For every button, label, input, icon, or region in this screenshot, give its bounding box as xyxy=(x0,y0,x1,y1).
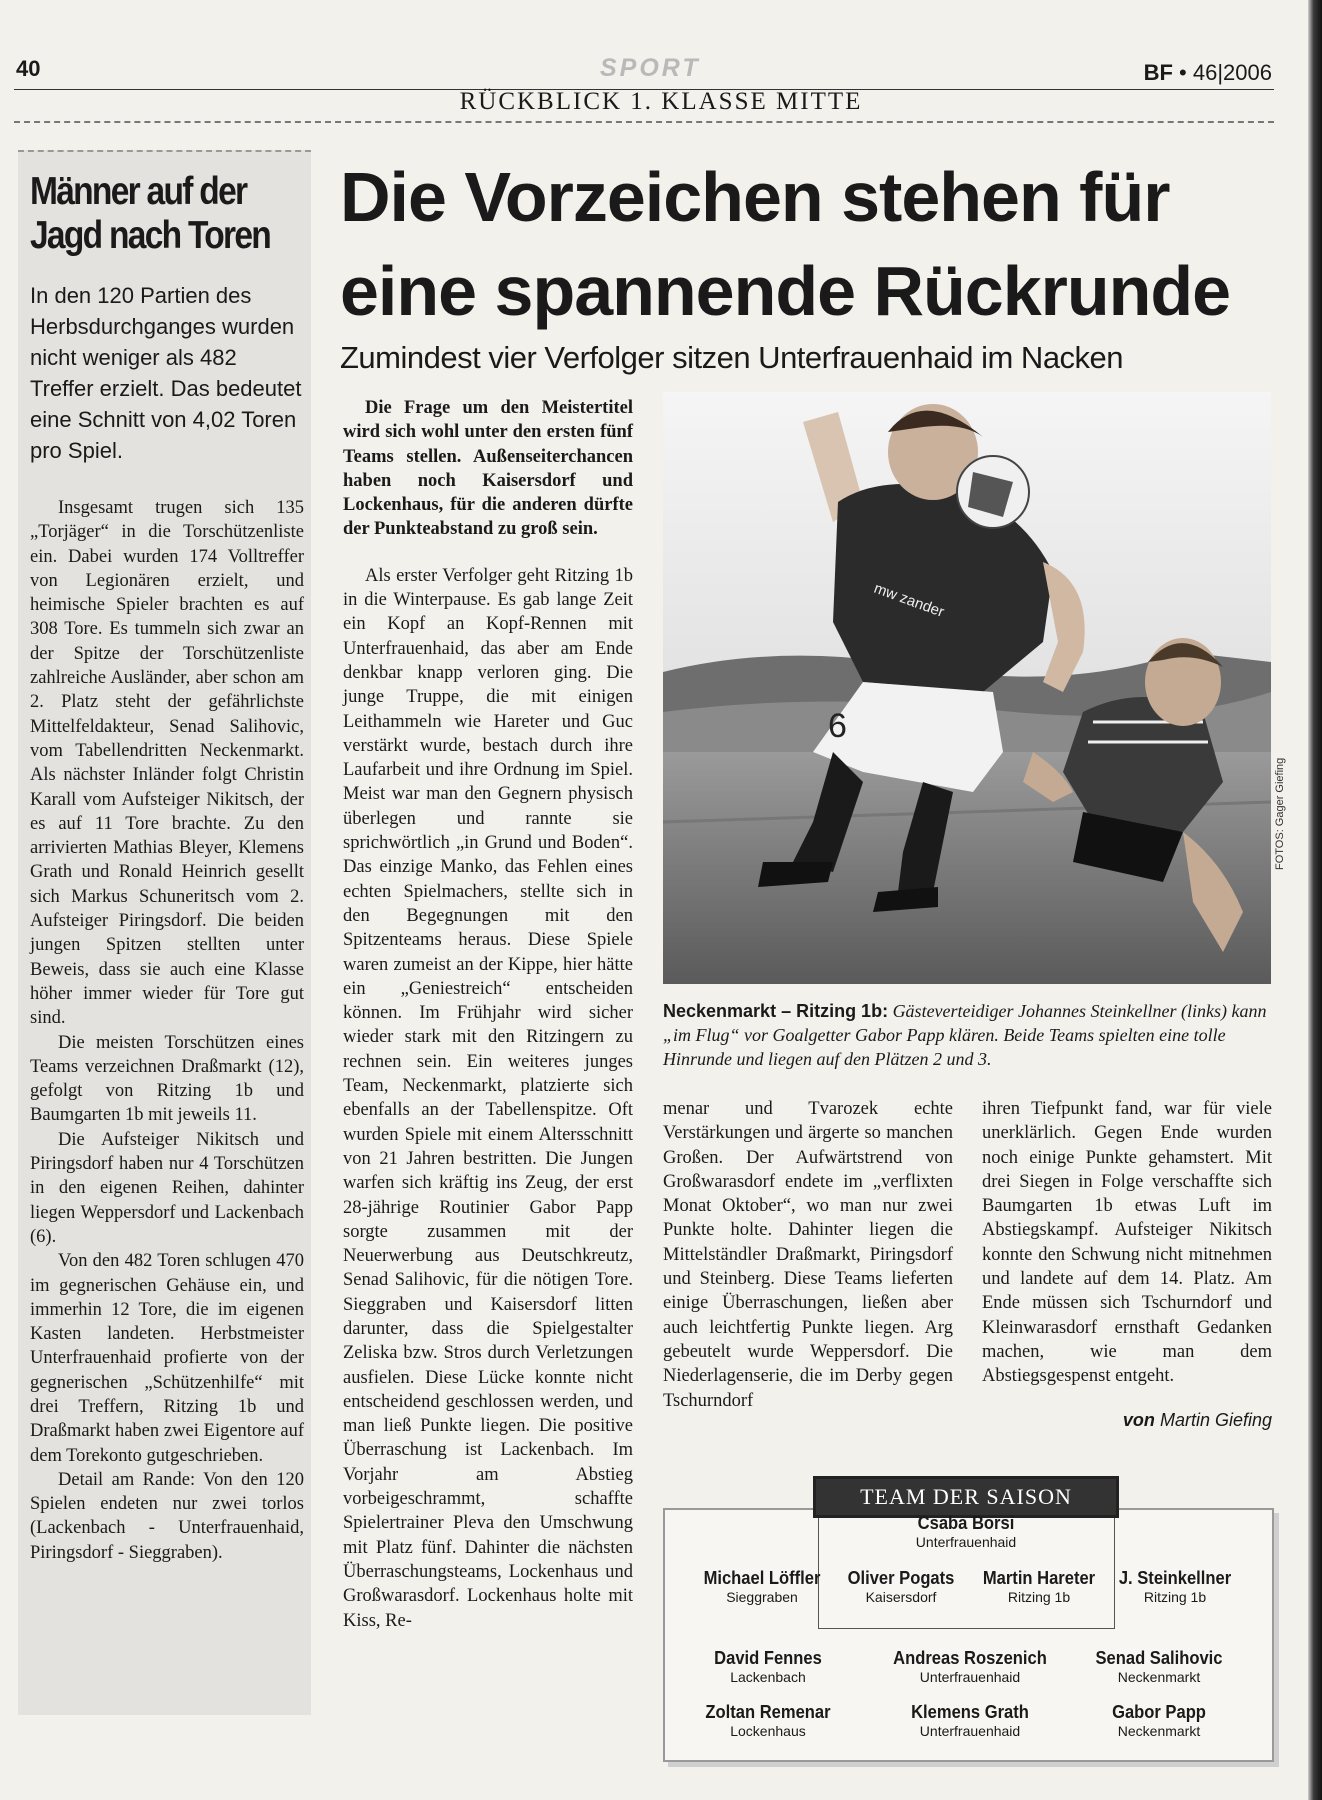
sidebar-paragraph: Insgesamt trugen sich 135 „Torjäger“ in die Torschützenliste ein. Dabei wurden 174 Volltreffer von Legionären erzielt, und heimische Spieler brachten es auf 308 Tore. Es tummeln sich zwar an der Spitze der Torschützenliste zahlreiche Ausländer, aber schon am 2. Platz steht der gefährlichste Mittelfeldakteur, Senad Salihovic, vom Tabellendritten Neckenmarkt. Als nächster Inländer folgt Christin Karall vom Aufsteiger Nikitsch, der es auf 11 Tore brachte. Zu den arrivierten Mathias Bleyer, Klemens Grath und Ronald Heinrich gesellt sich Markus Schuneritsch vom 2. Aufsteiger Piringsdorf. Die beiden jungen Spitzen stellten unter Beweis, dass sie auch eine Klasse höher immer wieder für Tore gut sind. xyxy=(30,498,304,1029)
player-name: J. Steinkellner xyxy=(1118,1568,1232,1588)
team-player xyxy=(875,1702,1065,1739)
player-club: Kaisersdorf xyxy=(865,1589,937,1605)
player-name: Martin Hareter xyxy=(982,1568,1096,1588)
player-name: Oliver Pogats xyxy=(847,1568,955,1588)
shirt-number: 6 xyxy=(828,707,847,745)
article-lead: Die Frage um den Meistertitel wird sich wohl unter den ersten fünf Teams stellen. Außenseiterchancen haben noch Kaisersdorf und Lockenhaus, für die anderen dürfte der Punkteabstand zu groß sein. xyxy=(343,398,633,540)
football-scene-illustration xyxy=(663,392,1271,984)
sidebar-paragraph: Die meisten Torschützen eines Teams verzeichnen Draßmarkt (12), gefolgt von Ritzing 1b und Baumgarten 1b mit jeweils 11. xyxy=(30,1032,304,1126)
sidebar-title xyxy=(30,170,271,258)
shirt-text: mw zander xyxy=(871,579,947,621)
bullet: • xyxy=(1179,60,1187,85)
player-club: Unterfrauenhaid xyxy=(919,1723,1021,1739)
author-name: Martin Giefing xyxy=(1159,1410,1272,1430)
subsection-title: RÜCKBLICK 1. KLASSE MITTE xyxy=(459,88,863,115)
sidebar-paragraph: Von den 482 Toren schlugen 470 im gegnerischen Gehäuse ein, und immerhin 12 Tore, die im eigenen Kasten landeten. Herbstmeister Unterfrauenhaid profierte von der gegnerischen „Schützenhilfe“ mit drei Treffern, Ritzing 1b und Draßmarkt haben zwei Eigentore auf dem Torekonto gutgeschrieben. xyxy=(30,1251,304,1466)
player-name: Zoltan Remenar xyxy=(705,1702,831,1722)
team-player xyxy=(1064,1702,1254,1739)
team-player xyxy=(673,1702,863,1739)
page-number: 40 xyxy=(16,56,41,81)
issue-number: 46|2006 xyxy=(1192,60,1272,85)
caption-lead: Neckenmarkt – Ritzing 1b: xyxy=(663,1001,889,1021)
team-of-season-title: TEAM DER SAISON xyxy=(813,1476,1119,1518)
player-club: Unterfrauenhaid xyxy=(919,1669,1021,1685)
headline-line-1: Die Vorzeichen stehen für xyxy=(340,158,1170,236)
article-subheadline: Zumindest vier Verfolger sitzen Unterfrauenhaid im Nacken xyxy=(340,340,1124,375)
article-body-2: menar und Tvarozek echte Verstärkungen und ärgerte so manchen Großen. Der Aufwärtstrend von Großwarasdorf endete im „verflixten Monat Oktober“, wo man nur zwei Punkte holte. Dahinter liegen die Mittelständler Draßmarkt, Piringsdorf und Steinberg. Diese Teams lieferten einige Überraschungen, ließen aber auch leichtfertig Punkte liegen. Arg gebeutelt wurde Weppersdorf. Die Niederlagenserie, die im Derby gegen Tschurndorf xyxy=(663,1099,953,1411)
player-club: Ritzing 1b xyxy=(1007,1589,1071,1605)
player-club: Lockenhaus xyxy=(730,1723,806,1739)
sidebar-intro: In den 120 Partien des Herbsdurchganges wurden nicht weniger als 482 Treffer erzielt. Das bedeutet eine Schnitt von 4,02 Toren pro Spiel. xyxy=(30,283,302,463)
sidebar-title-line: Männer auf der xyxy=(30,170,247,213)
team-player xyxy=(673,1648,863,1685)
author-byline xyxy=(982,1410,1272,1431)
player-name: Senad Salihovic xyxy=(1095,1648,1223,1668)
header-dashed-rule xyxy=(14,121,1274,123)
player-name: Klemens Grath xyxy=(911,1702,1029,1722)
sidebar-paragraph: Die Aufsteiger Nikitsch und Piringsdorf haben nur 4 Torschützen in den eigenen Reihen, dahinter liegen Weppersdorf und Lackenbach (6). xyxy=(30,1129,304,1247)
sidebar-body xyxy=(30,496,304,1565)
author-prefix: von xyxy=(1122,1410,1155,1430)
player-club: Neckenmarkt xyxy=(1117,1669,1201,1685)
team-player xyxy=(871,1513,1061,1550)
player-name: Andreas Roszenich xyxy=(893,1648,1047,1668)
player-name: Gabor Papp xyxy=(1112,1702,1206,1722)
article-body-3: ihren Tiefpunkt fand, war für viele unerklärlich. Gegen Ende wurden noch einige Punkte gehamstert. Mit drei Siegen in Folge verschaffte sich Baumgarten 1b etwas Luft im Abstiegskampf. Aufsteiger Nikitsch konnte den Schwung nicht mitnehmen und landete auf dem 14. Platz. Am Ende müssen sich Tschurndorf und Kleinwarasdorf ernsthaft Gedanken machen, wie man dem Abstiegsgespenst entgeht. xyxy=(982,1099,1272,1387)
player-club: Neckenmarkt xyxy=(1117,1723,1201,1739)
team-player xyxy=(1064,1648,1254,1685)
section-label: SPORT xyxy=(600,54,701,82)
article-body-1: Als erster Verfolger geht Ritzing 1b in die Winterpause. Es gab lange Zeit ein Kopf an Kopf-Rennen mit Unterfrauenhaid, das aber am Ende denkbar knapp verloren ging. Die junge Truppe, die mit einigen Leithammeln wie Hareter und Guc verstärkt wurde, bestach durch ihre Laufarbeit und ihre Ordnung im Spiel. Meist war man den Gegnern physisch überlegen und rannte sie sprichwörtlich „in Grund und Boden“. Das einzige Manko, das Fehlen eines echten Spielmachers, stellte sich in den Begegnungen mit den Spitzenteams heraus. Diese Spiele waren zumeist an der Kippe, hier hätte ein „Geniestreich“ entscheiden können. Im Frühjahr wird sicher wieder stark mit den Ritzingern zu rechnen sein. Ein weiteres junges Team, Neckenmarkt, platzierte sich ebenfalls an der Tabellenspitze. Oft wurden Spiele mit einem Altersschnitt von 21 Jahren bestritten. Die Jungen warfen sich kräftig ins Zeug, der erst 28-jährige Routinier Gabor Papp sorgte zusammen mit der Neuerwerbung aus Deutschkreutz, Senad Salihovic, für die nötigen Tore. Sieggraben und Kaisersdorf litten darunter, dass die Spielgestalter Zeliska bzw. Stros durch Verletzungen ausfielen. Diese Lücke konnte nicht entscheidend geschlossen werden, und man ließ Punkte liegen. Die positive Überraschung ist Lackenbach. Im Vorjahr am Abstieg vorbeigeschrammt, schaffte Spielertrainer Pleva den Umschwung mit Platz fünf. Dahinter die nächsten Überraschungsteams, Lockenhaus und Großwarasdorf. Lockenhaus holte mit Kiss, Re- xyxy=(343,565,633,1631)
team-player xyxy=(1080,1568,1270,1605)
player-name: Michael Löffler xyxy=(703,1568,821,1588)
article-column-3 xyxy=(982,1097,1272,1389)
caption-text: Gästeverteidiger Johannes Steinkellner (links) kann „im Flug“ vor Goalgetter Gabor Papp klären. Beide Teams spielten eine tolle Hinrunde und liegen auf den Plätzen 2 und 3. xyxy=(663,1001,1267,1069)
player-name: Csaba Borsi xyxy=(917,1513,1015,1533)
team-player xyxy=(875,1648,1065,1685)
article-headline xyxy=(340,150,1280,338)
player-name: David Fennes xyxy=(714,1648,822,1668)
player-club: Lackenbach xyxy=(730,1669,806,1685)
sidebar-box xyxy=(18,150,311,1715)
photo-credit: FOTOS: Gager Giefing xyxy=(1274,757,1286,870)
sidebar-paragraph: Detail am Rande: Von den 120 Spielen endeten nur zwei torlos (Lackenbach - Unterfrauenhaid, Piringsdorf - Sieggraben). xyxy=(30,1469,304,1563)
headline-line-2: eine spannende Rückrunde xyxy=(340,252,1231,330)
publication-name: BF xyxy=(1143,60,1173,85)
photo-caption xyxy=(663,999,1273,1071)
article-column-2 xyxy=(663,1097,953,1413)
player-club: Unterfrauenhaid xyxy=(915,1534,1017,1550)
match-photo xyxy=(663,392,1271,984)
sidebar-title-line: Jagd nach Toren xyxy=(30,214,271,257)
page-edge-shadow xyxy=(1308,0,1322,1800)
sidebar-title-text xyxy=(30,170,271,258)
issue-info xyxy=(1144,60,1272,86)
player-club: Ritzing 1b xyxy=(1143,1589,1207,1605)
player-club: Sieggraben xyxy=(726,1589,798,1605)
article-column-1 xyxy=(343,396,633,1633)
